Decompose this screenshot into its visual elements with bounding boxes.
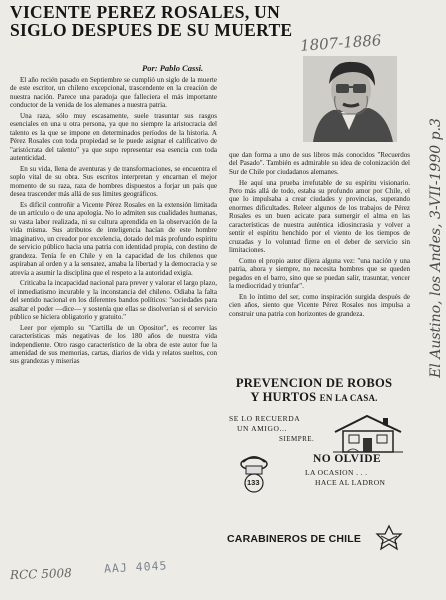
- paragraph: En su vida, llena de aventuras y de transformaciones, se encuentra el soplo vital de su obra. Sus escritos interpretan y encarnan el mejor momento de su raza, raza de hombres dispuestos a forjar un país que desea trascender más allá de sus límites geográficos.: [10, 164, 217, 199]
- paragraph: Es difícil controñir a Vicente Pérez Rosales en la extensión limitada de un artículo o de una apología. No lo admiten sus cualidades humanas, su vasta labor realizada, ni su cultura aprendida en la observación de la vida misma. Sus atributos de inteligencia hacían de este hombre imaginativo, un creador por excelencia, dotado del más profundo espíritu de servicio público hacia una patria con identidad propia, con destino de grandeza. Tenía fe en Chile y en la capacidad de los chilenos que aspiraban al orden y a la sensatez, amaba la libertad y la democracia y se atrevía a asumir la disciplina que el respeto a la autoridad exigía.: [10, 200, 217, 277]
- paragraph: Leer por ejemplo su "Cartilla de un Opositor", es recorrer las características más negativas de los 180 años de nuestra vida independiente. Otro rasgo característico de la obra de este autor fue la amenidad de sus memorias, cartas, diarios de vida y relatos sueltos, con sus grandezas y miserias: [10, 323, 217, 366]
- telephone-glyph-icon: [237, 450, 271, 494]
- ad-no-olvide: NO OLVIDE: [313, 453, 382, 465]
- handwritten-source-text: El Austino, los Andes, 3-VII-1990 p.3: [428, 118, 444, 378]
- handwritten-source-note: [419, 100, 446, 400]
- ad-title-line2-main: Y HURTOS: [250, 390, 317, 404]
- ad-title-line2-small: EN LA CASA.: [319, 393, 378, 403]
- paragraph: En lo íntimo del ser, como inspiración surgida después de cien años, siento que Vicente Pérez Rosales nos impulsa a construir una patria con horizontes de grandeza.: [229, 292, 410, 318]
- ad-ocasion-line1: LA OCASION . . .: [305, 468, 368, 477]
- ad-footer-brand: CARABINEROS DE CHILE: [227, 533, 362, 545]
- paragraph: que dan forma a uno de sus libros más conocidos "Recuerdos del Pasado". También es admirable su idea de colonización del Sur de Chile por ciudadanos alemanes.: [229, 151, 410, 176]
- ad-title-line1: PREVENCION DE ROBOS: [235, 376, 393, 390]
- paragraph: El año recién pasado en Septiembre se cumplió un siglo de la muerte de este escritor, un chileno excepcional, trascendente en la creación de nuestra nación. Parece una paradoja que falleciera el más importante conductor de la venida de los alemanes a nuestra patria.: [10, 76, 217, 110]
- author-portrait-photo: [303, 56, 397, 142]
- byline: Por: Pablo Cassi.: [142, 63, 204, 73]
- paragraph: Una raza, sólo muy escasamente, suele trasuntar sus rasgos esenciales en una u otra persona, ya que no siempre la aristocracia del talento es la que se impone en determinados períodos de la historia. A Pérez Rosales con toda propiedad se le puede asignar el calificativo de "aristócrata del talento" ya que supo representar esa esencia con toda autenticidad.: [10, 112, 217, 163]
- carabineros-advertisement: [225, 374, 410, 570]
- headline: VICENTE PEREZ ROSALES, UN SIGLO DESPUES DE SU MUERTE: [10, 2, 293, 40]
- ad-recuerda-text: [229, 414, 300, 434]
- ad-title-line2: [225, 390, 403, 405]
- stamped-id: AAJ 4045: [103, 558, 168, 576]
- house-icon: [333, 412, 403, 454]
- paragraph: He aquí una prueba irrefutable de su espíritu visionario. Pero más allá de todo, estaba su profundo amor por Chile, el que lo impulsaba a crear ciudades y provincias, superando enormes dificultades. Releer algunos de los trabajos de Pérez Rosales es un buen acicate para sumergir el alma en las características de nuestra auténtica idiosincrasia y volver a sentir el espíritu henchido por el viento de los tiempos de cruzadas y lo voluntad firme en el deber de servicio sin limitaciones.: [229, 178, 410, 255]
- carabineros-emblem-icon: [375, 524, 403, 552]
- telephone-icon: [237, 450, 271, 494]
- paragraph: Como el propio autor dijera alguna vez: "una nación y una patria, ahora y siempre, no necesita hombres que se queden pegados en el barro, sino que se puedan salir, trasuntar, vencer la mediocridad y triunfar".: [229, 256, 410, 291]
- paragraph: Criticaba la incapacidad nacional para prever y valorar el largo plazo, el inmediatismo incurable y la inconstancia del chileno. Odiaba la falta del sentido nacional en los diferentes bandos políticos: "sociedades para asaltar el poder —dice— y sostenía que ellas se disolverían si el servicio público se hiciera obligatorio y gratuito.": [10, 279, 217, 321]
- ad-siempre-text: SIEMPRE.: [279, 435, 315, 443]
- article-right-column: [229, 151, 410, 320]
- ad-title: [225, 376, 403, 405]
- ad-recuerda-line2: UN AMIGO...: [237, 424, 287, 433]
- ad-ocasion-text: [305, 468, 385, 488]
- phone-number-label: 133: [247, 478, 260, 487]
- handwritten-years: 1807-1886: [299, 31, 382, 55]
- ad-ocasion-line2: HACE AL LADRON: [315, 478, 386, 487]
- handwritten-catalog-number: RCC 5008: [9, 565, 72, 583]
- article-left-column: [10, 76, 217, 368]
- ad-recuerda-line1: SE LO RECUERDA: [229, 414, 301, 423]
